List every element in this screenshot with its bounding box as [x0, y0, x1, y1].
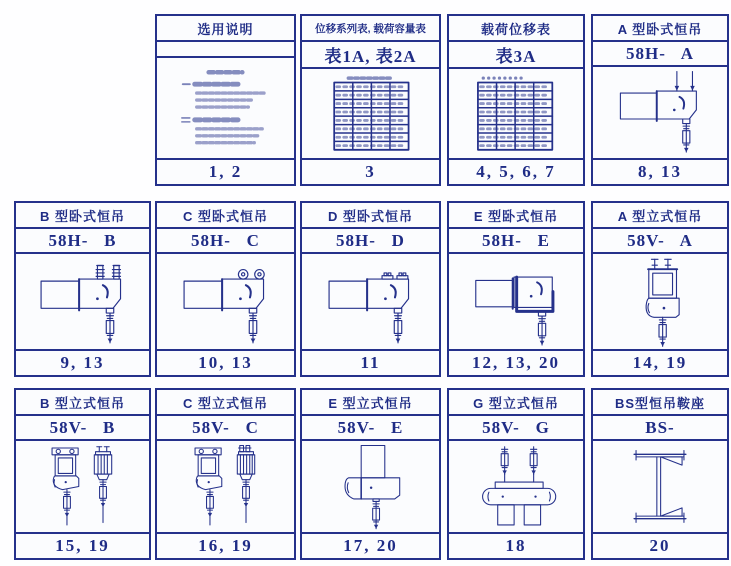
- panel-type-a-vertical: [591, 201, 729, 377]
- page-numbers: 8, 13: [593, 158, 727, 184]
- page-numbers: 4, 5, 6, 7: [449, 158, 583, 184]
- model-number: [157, 42, 294, 58]
- panel-title: C 型卧式恒吊: [157, 203, 294, 229]
- panel-type-e-vertical: [300, 388, 441, 560]
- panel-type-b-horizontal: [14, 201, 151, 377]
- page-numbers: 15, 19: [16, 532, 149, 558]
- panel-title: B 型卧式恒吊: [16, 203, 149, 229]
- model-number: 58H- C: [157, 229, 294, 254]
- panel-title: G 型立式恒吊: [449, 390, 583, 416]
- page-numbers: 3: [302, 158, 439, 184]
- panel-type-b-vertical: [14, 388, 151, 560]
- hanger-diagram: [157, 441, 294, 532]
- hanger-diagram: [302, 441, 439, 532]
- hanger-diagram: [593, 254, 727, 349]
- hanger-diagram: [593, 67, 727, 158]
- model-number: 58V- G: [449, 416, 583, 441]
- hanger-diagram: [16, 441, 149, 532]
- model-number: 表1A, 表2A: [302, 42, 439, 69]
- panel-type-c-vertical: [155, 388, 296, 560]
- hanger-diagram: [449, 254, 583, 349]
- panel-title: E 型卧式恒吊: [449, 203, 583, 229]
- model-number: 58H- A: [593, 42, 727, 67]
- panel-title: 位移系列表, 载荷容量表: [302, 16, 439, 42]
- page-numbers: 9, 13: [16, 349, 149, 375]
- panel-title: A 型卧式恒吊: [593, 16, 727, 42]
- panel-type-a-horizontal: [591, 14, 729, 186]
- model-number: 58V- C: [157, 416, 294, 441]
- page-numbers: 17, 20: [302, 532, 439, 558]
- notes-figure: [157, 58, 294, 158]
- page-numbers: 12, 13, 20: [449, 349, 583, 375]
- page-numbers: 14, 19: [593, 349, 727, 375]
- hanger-diagram: [449, 441, 583, 532]
- model-number: 58V- A: [593, 229, 727, 254]
- model-number: 58V- B: [16, 416, 149, 441]
- panel-title: A 型立式恒吊: [593, 203, 727, 229]
- panel-title: BS型恒吊鞍座: [593, 390, 727, 416]
- page-numbers: 11: [302, 349, 439, 375]
- panel-title: E 型立式恒吊: [302, 390, 439, 416]
- hanger-diagram: [302, 254, 439, 349]
- page-numbers: 1, 2: [157, 158, 294, 184]
- page-numbers: 10, 13: [157, 349, 294, 375]
- panel-load-displacement-table: [447, 14, 585, 186]
- saddle-diagram: [593, 441, 727, 532]
- panel-type-g-vertical: [447, 388, 585, 560]
- panel-title: 载荷位移表: [449, 16, 583, 42]
- page-numbers: 20: [593, 532, 727, 558]
- panel-title: 选用说明: [157, 16, 294, 42]
- mini-table-figure: [449, 69, 583, 158]
- model-number: 58H- E: [449, 229, 583, 254]
- model-number: 表3A: [449, 42, 583, 69]
- model-number: 58H- D: [302, 229, 439, 254]
- model-number: 58V- E: [302, 416, 439, 441]
- model-number: 58H- B: [16, 229, 149, 254]
- page-numbers: 16, 19: [157, 532, 294, 558]
- panel-type-c-horizontal: [155, 201, 296, 377]
- hanger-diagram: [157, 254, 294, 349]
- panel-type-e-horizontal: [447, 201, 585, 377]
- panel-bs-saddle: [591, 388, 729, 560]
- panel-title: B 型立式恒吊: [16, 390, 149, 416]
- model-number: BS-: [593, 416, 727, 441]
- panel-title: C 型立式恒吊: [157, 390, 294, 416]
- panel-type-d-horizontal: [300, 201, 441, 377]
- page-numbers: 18: [449, 532, 583, 558]
- hanger-diagram: [16, 254, 149, 349]
- panel-selection-notes: [155, 14, 296, 186]
- panel-displacement-series-tables: [300, 14, 441, 186]
- mini-table-figure: [302, 69, 439, 158]
- panel-title: D 型卧式恒吊: [302, 203, 439, 229]
